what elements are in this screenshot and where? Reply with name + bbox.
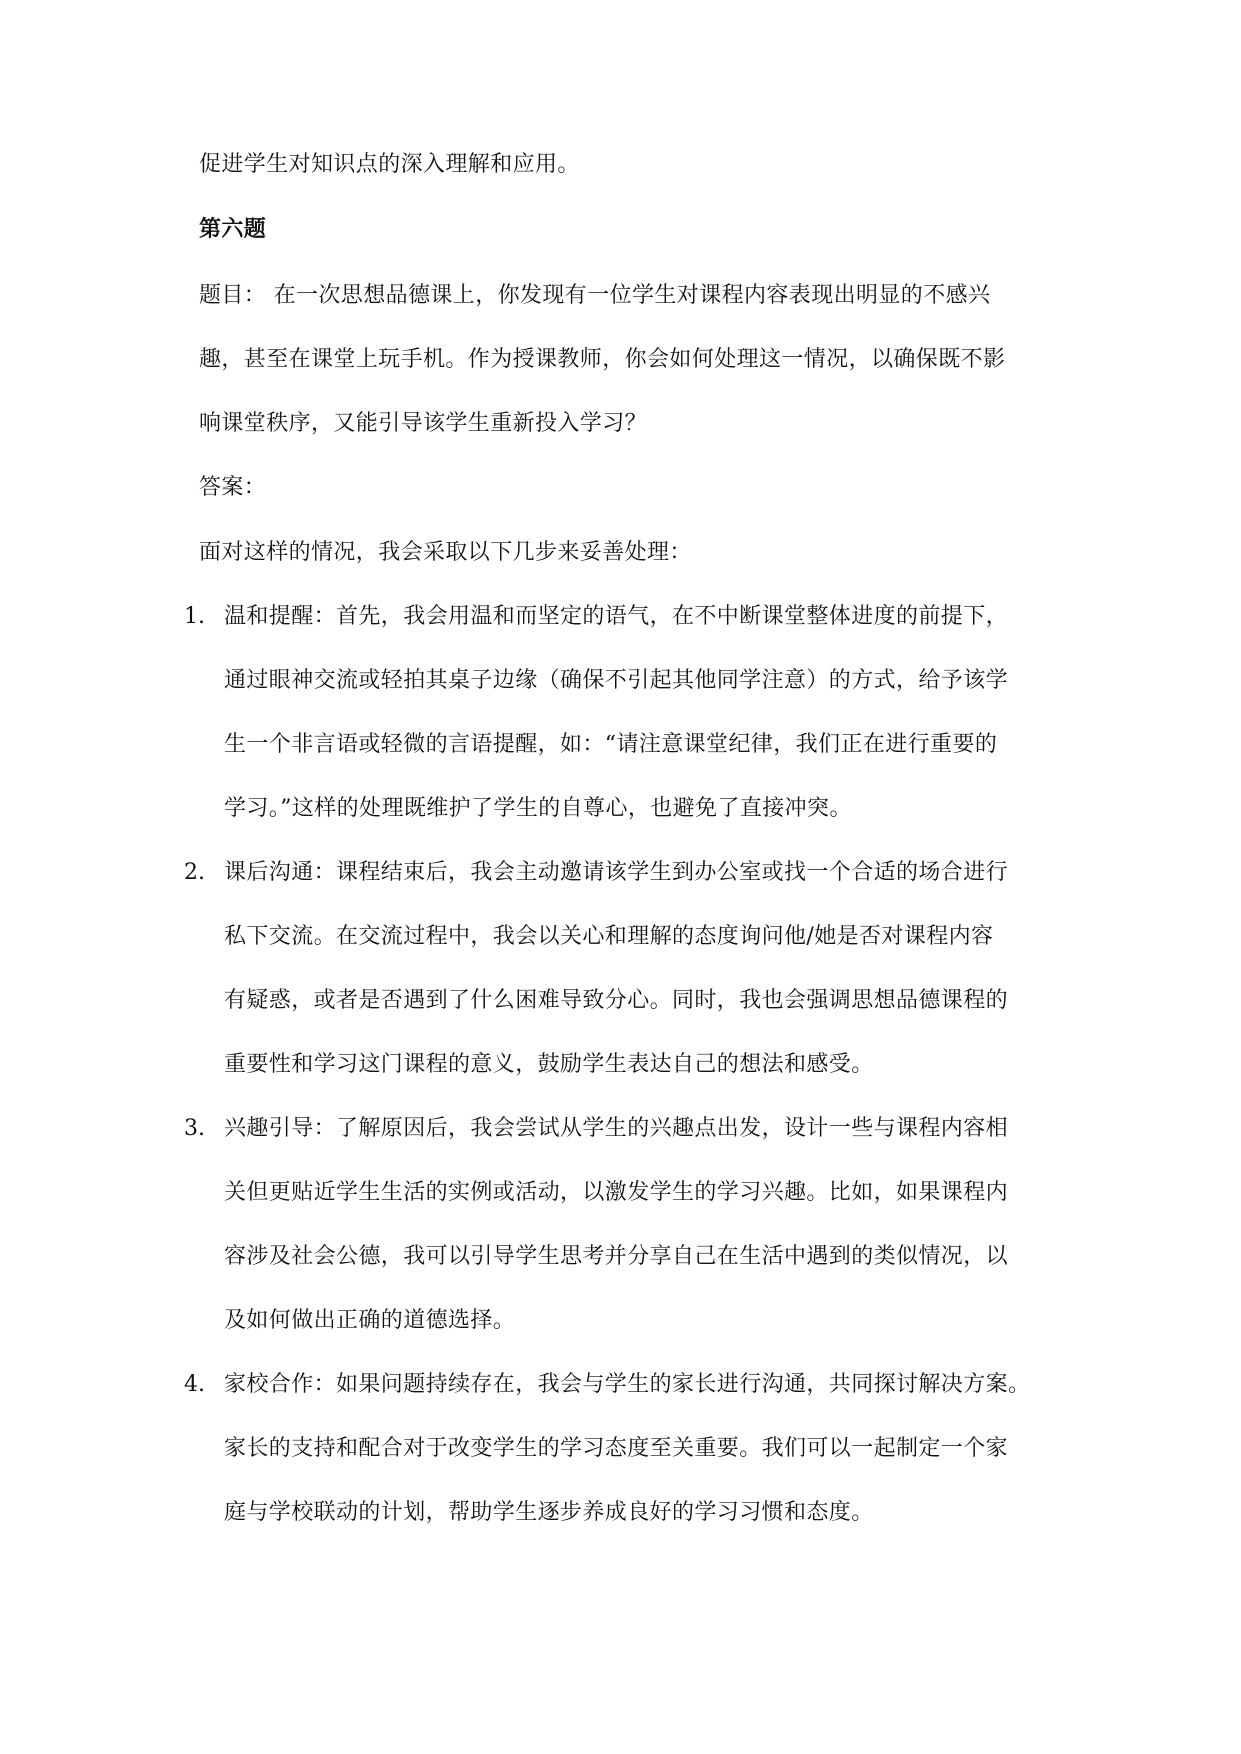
list-line: 学习。”这样的处理既维护了学生的自尊心，也避免了直接冲突。: [224, 796, 852, 821]
answer-label: 答案：: [199, 475, 267, 500]
list-line: 通过眼神交流或轻拍其桌子边缘（确保不引起其他同学注意）的方式，给予该学: [224, 668, 1009, 693]
list-number: 4.: [184, 1372, 205, 1397]
list-line: 容涉及社会公德，我可以引导学生思考并分享自己在生活中遇到的类似情况，以: [224, 1244, 1009, 1269]
section-heading: 第六题: [199, 217, 267, 242]
list-line: 温和提醒：首先，我会用温和而坚定的语气，在不中断课堂整体进度的前提下，: [224, 604, 1009, 629]
list-line: 重要性和学习这门课程的意义，鼓励学生表达自己的想法和感受。: [224, 1052, 874, 1077]
list-number: 3.: [184, 1116, 205, 1141]
answer-intro: 面对这样的情况，我会采取以下几步来妥善处理：: [199, 540, 692, 565]
list-line: 有疑惑，或者是否遇到了什么困难导致分心。同时，我也会强调思想品德课程的: [224, 988, 1009, 1013]
intro-line: 促进学生对知识点的深入理解和应用。: [199, 152, 580, 177]
list-line: 关但更贴近学生生活的实例或活动，以激发学生的学习兴趣。比如，如果课程内: [224, 1180, 1009, 1205]
question-line: 趣，甚至在课堂上玩手机。作为授课教师，你会如何处理这一情况，以确保既不影: [199, 347, 1006, 372]
list-line: 私下交流。在交流过程中，我会以关心和理解的态度询问他/她是否对课程内容: [224, 924, 994, 949]
question-line: 响课堂秩序，又能引导该学生重新投入学习？: [199, 411, 648, 436]
list-line: 兴趣引导：了解原因后，我会尝试从学生的兴趣点出发，设计一些与课程内容相: [224, 1116, 1009, 1141]
list-line: 家长的支持和配合对于改变学生的学习态度至关重要。我们可以一起制定一个家: [224, 1436, 1009, 1461]
question-line: 题目： 在一次思想品德课上，你发现有一位学生对课程内容表现出明显的不感兴: [199, 283, 991, 308]
list-line: 课后沟通：课程结束后，我会主动邀请该学生到办公室或找一个合适的场合进行: [224, 860, 1009, 885]
list-line: 生一个非言语或轻微的言语提醒，如：“请注意课堂纪律，我们正在进行重要的: [224, 732, 998, 757]
list-line: 庭与学校联动的计划，帮助学生逐步养成良好的学习习惯和态度。: [224, 1500, 874, 1525]
list-number: 2.: [184, 860, 205, 885]
list-line: 及如何做出正确的道德选择。: [224, 1308, 516, 1333]
list-number: 1.: [184, 604, 205, 629]
list-line: 家校合作：如果问题持续存在，我会与学生的家长进行沟通，共同探讨解决方案。: [224, 1372, 1031, 1397]
